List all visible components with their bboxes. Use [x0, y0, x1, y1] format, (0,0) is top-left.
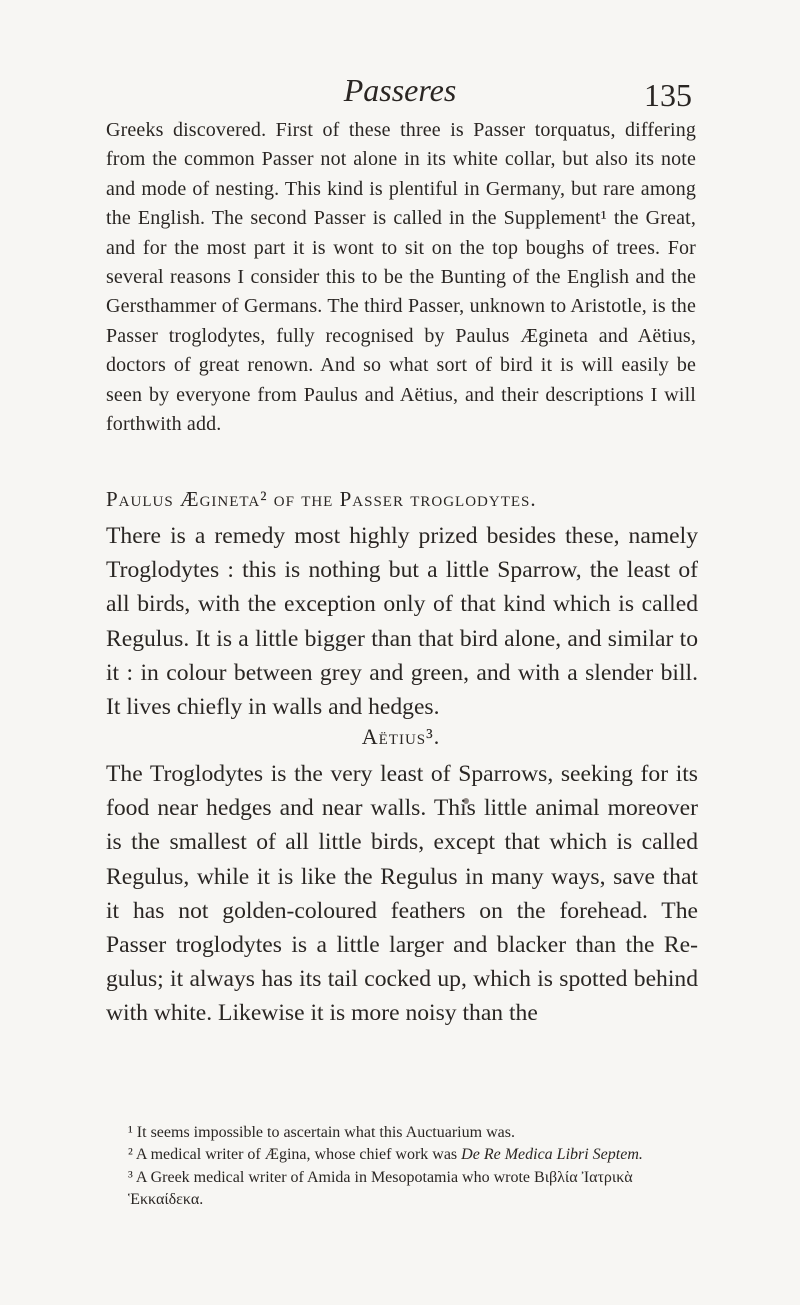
footnote-2	[106, 1144, 698, 1166]
section-heading-paulus: Paulus Ægineta² of the Passer troglodytes.	[106, 487, 537, 511]
intro-paragraph	[106, 116, 696, 439]
section-heading-aetius: Aëtius³.	[361, 724, 441, 749]
footnote-3: ³ A Greek medical writer of Amida in Mesopotamia who wrote Βιβλία Ἰατρικὰ Ἑκκαίδεκα.	[128, 1168, 633, 1209]
footnote-2-title: De Re Medica Libri Septem.	[461, 1146, 643, 1164]
footnote-1: ¹ It seems impossible to ascertain what this Auctuarium was.	[128, 1124, 515, 1141]
aetius-paragraph	[106, 757, 698, 1031]
page-number: 135	[644, 77, 692, 113]
aetius-text: The Troglodytes is the very least of Sparrows, seeking for its food near hedges and near walls. This little animal moreover is the smallest of all little birds, except that which is called Regulus, while it is like the Regulus in many ways, save that it has not golden-coloured feathers on the forehead. The Passer troglodytes is a little larger and blacker than the Re-gulus; it always has its tail cocked up, which is spotted behind with white. Likewise it is more noisy than the	[106, 761, 698, 1027]
running-title: Passeres	[343, 72, 457, 108]
footnotes	[106, 1122, 698, 1212]
footnote-2-text: ² A medical writer of Ægina, whose chief work was	[128, 1146, 458, 1164]
paulus-paragraph	[106, 519, 698, 724]
paulus-text: There is a remedy most highly prized besides these, namely Troglodytes : this is nothing but a little Sparrow, the least of all birds, with the exception only of that kind which is called Regulus. It is a little bigger than that bird alone, and similar to it : in colour between grey and green, and with a slender bill. It lives chiefly in walls and hedges.	[106, 523, 698, 721]
intro-text: Greeks discovered. First of these three is Passer torquatus, differing from the common Passer not alone in its white collar, but also its note and mode of nesting. This kind is plentiful in Germany, but rare among the English. The second Passer is called in the Supplement¹ the Great, and for the most part it is wont to sit on the top boughs of trees. For several reasons I consider this to be the Bunting of the English and the Gersthammer of Germans. The third Passer, unknown to Aristotle, is the Passer troglodytes, fully recognised by Paulus Ægineta and Aëtius, doctors of great renown. And so what sort of bird it is will easily be seen by everyone from Paulus and Aëtius, and their descriptions I will forthwith add.	[106, 119, 696, 436]
